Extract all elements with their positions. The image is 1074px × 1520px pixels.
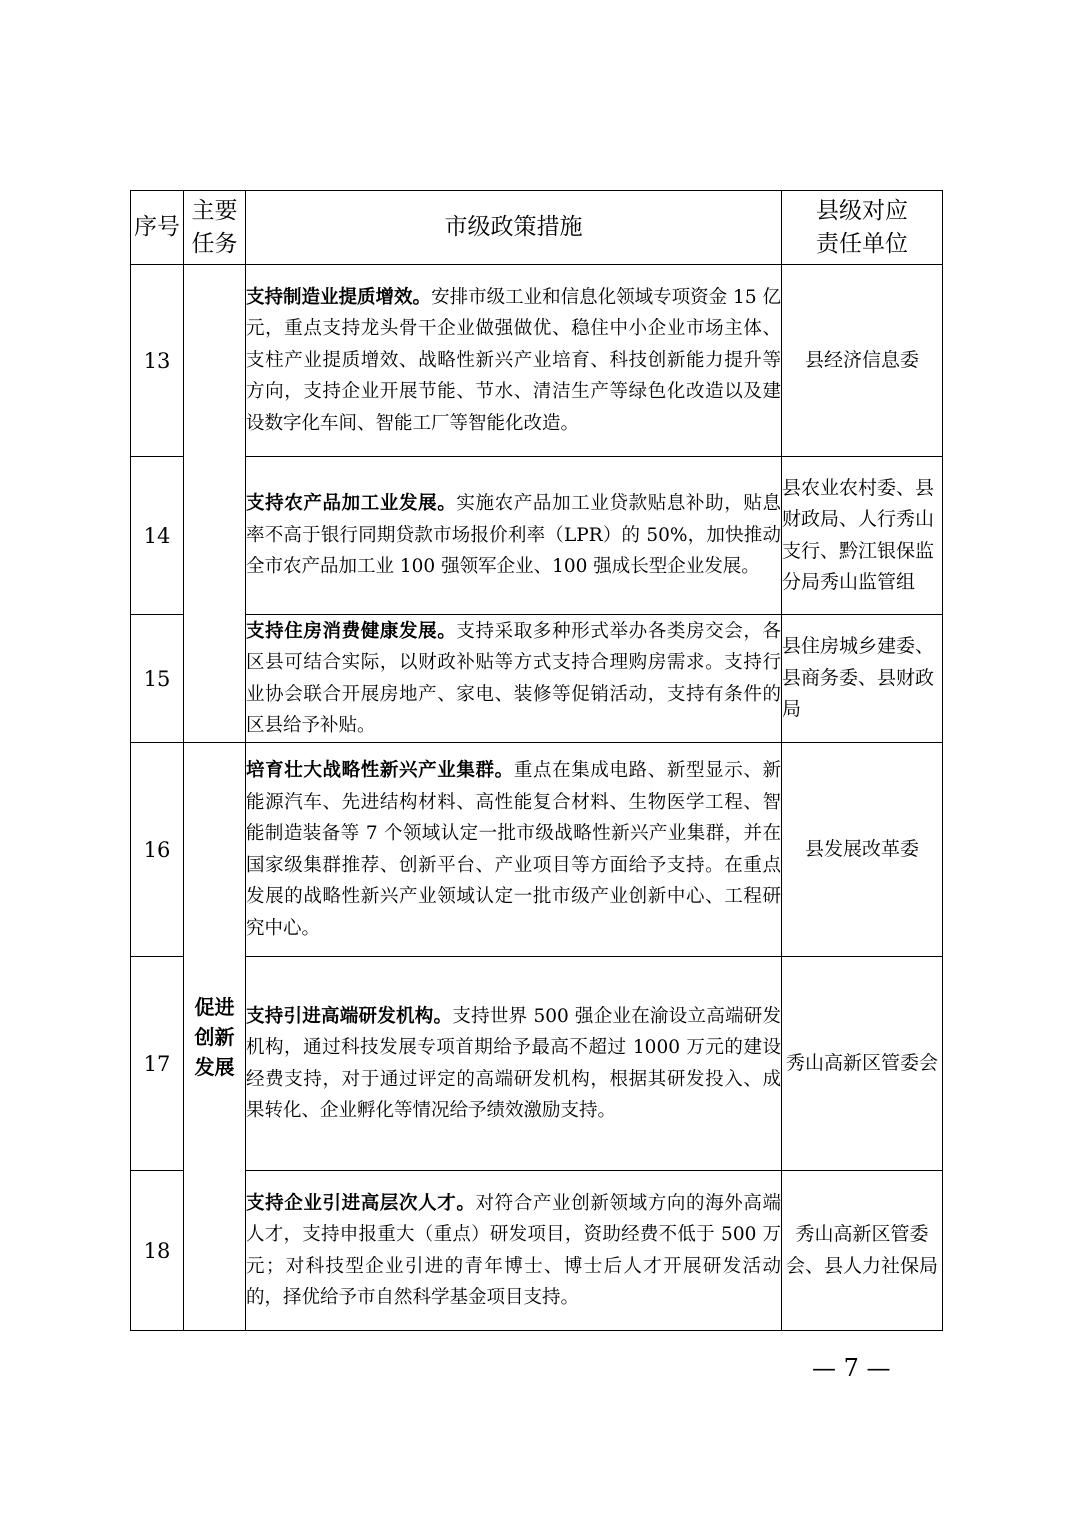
measure-cell — [246, 743, 782, 957]
measure-body: 实施农产品加工业贷款贴息补助，贴息率不高于银行同期贷款市场报价利率（LPR）的 50%，加快推动全市农产品加工业 100 强领军企业、100 强成长型企业发展。 — [246, 493, 781, 578]
header-task: 主要任务 — [184, 191, 246, 265]
unit-cell: 县发展改革委 — [782, 743, 943, 957]
measure-title: 支持制造业提质增效。 — [246, 286, 432, 308]
measure-body: 安排市级工业和信息化领域专项资金 15 亿元，重点支持龙头骨干企业做强做优、稳住中小企业市场主体、支柱产业提质增效、战略性新兴产业培育、科技创新能力提升等方向，支持企业开展节能、节水、清洁生产等绿色化改造以及建设数字化车间、智能工厂等智能化改造。 — [246, 286, 781, 434]
measure-body: 支持世界 500 强企业在渝设立高端研发机构，通过科技发展专项首期给予最高不超过 1000 万元的建设经费支持，对于通过评定的高端研发机构，根据其研发投入、成果转化、企业孵化等情况给予绩效激励支持。 — [246, 1005, 781, 1121]
table-row — [131, 265, 943, 457]
measure-cell — [246, 615, 782, 743]
page-number: — 7 — — [812, 1354, 891, 1382]
measure-body: 重点在集成电路、新型显示、新能源汽车、先进结构材料、高性能复合材料、生物医学工程、智能制造装备等 7 个领域认定一批市级战略性新兴产业集群，并在国家级集群推荐、创新平台、产业项目等方面给予支持。在重点发展的战略性新兴产业领域认定一批市级产业创新中心、工程研究中心。 — [246, 760, 781, 939]
table-row — [131, 743, 943, 957]
unit-cell: 秀山高新区管委会、县人力社保局 — [782, 1171, 943, 1331]
unit-cell: 县农业农村委、县财政局、人行秀山支行、黔江银保监分局秀山监管组 — [782, 457, 943, 615]
policy-table — [130, 190, 943, 1331]
measure-title: 支持住房消费健康发展。 — [246, 620, 457, 642]
unit-cell: 秀山高新区管委会 — [782, 957, 943, 1171]
unit-cell: 县经济信息委 — [782, 265, 943, 457]
row-number: 16 — [131, 743, 184, 957]
table-row — [131, 615, 943, 743]
task-cell — [184, 265, 246, 743]
table-row — [131, 457, 943, 615]
measure-title: 支持引进高端研发机构。 — [246, 1005, 453, 1027]
measure-cell — [246, 457, 782, 615]
row-number: 13 — [131, 265, 184, 457]
table-row — [131, 1171, 943, 1331]
table-row — [131, 957, 943, 1171]
row-number: 14 — [131, 457, 184, 615]
measure-title: 培育壮大战略性新兴产业集群。 — [246, 760, 514, 781]
row-number: 18 — [131, 1171, 184, 1331]
row-number: 17 — [131, 957, 184, 1171]
measure-body: 对符合产业创新领域方向的海外高端人才，支持申报重大（重点）研发项目，资助经费不低于 500 万元；对科技型企业引进的青年博士、博士后人才开展研发活动的，择优给予市自然科学基金项目支持。 — [246, 1192, 781, 1308]
task-cell: 促进创新发展 — [184, 743, 246, 1331]
header-unit: 县级对应责任单位 — [782, 191, 943, 265]
measure-title: 支持企业引进高层次人才。 — [246, 1192, 476, 1214]
table-header-row — [131, 191, 943, 265]
measure-body: 支持采取多种形式举办各类房交会，各区县可结合实际，以财政补贴等方式支持合理购房需求。支持行业协会联合开展房地产、家电、装修等促销活动，支持有条件的区县给予补贴。 — [246, 620, 781, 736]
measure-cell — [246, 1171, 782, 1331]
measure-title: 支持农产品加工业发展。 — [246, 493, 457, 515]
header-seq: 序号 — [131, 191, 184, 265]
unit-cell: 县住房城乡建委、县商务委、县财政局 — [782, 615, 943, 743]
row-number: 15 — [131, 615, 184, 743]
header-measures: 市级政策措施 — [246, 191, 782, 265]
measure-cell — [246, 957, 782, 1171]
measure-cell — [246, 265, 782, 457]
